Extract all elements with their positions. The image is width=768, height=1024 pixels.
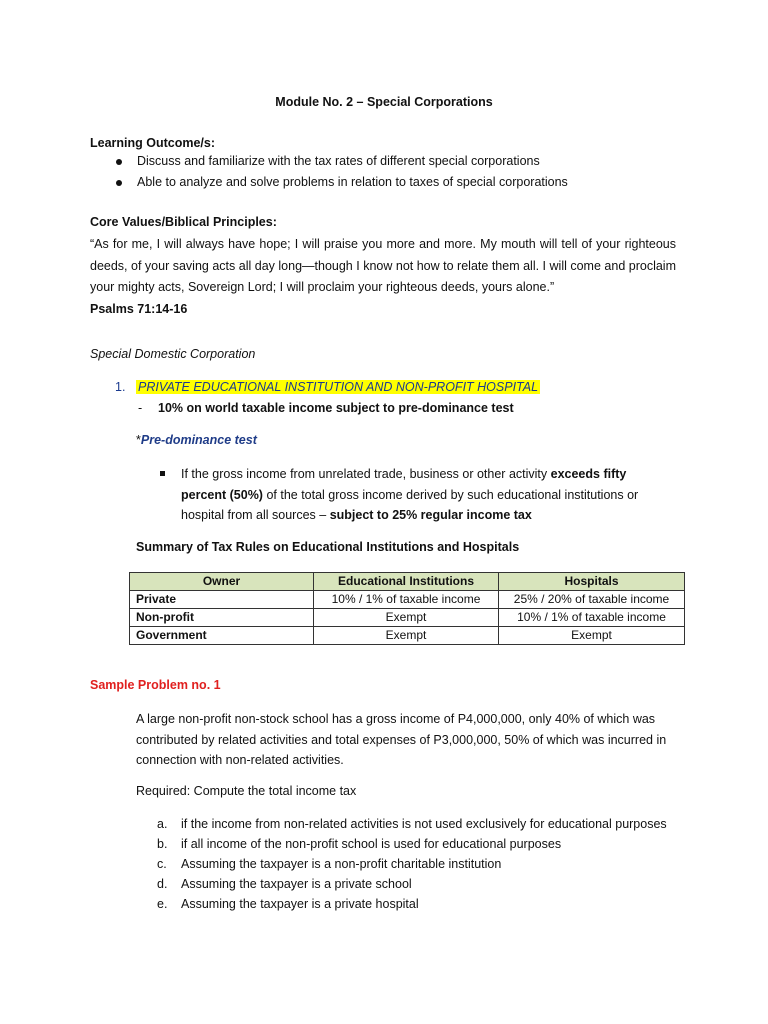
- table-row: [130, 627, 685, 645]
- list-item-label: b.: [157, 837, 168, 851]
- table-cell: 10% / 1% of taxable income: [499, 609, 685, 627]
- table-cell: Non-profit: [130, 609, 314, 627]
- table-cell: Private: [130, 591, 314, 609]
- summary-title: Summary of Tax Rules on Educational Institutions and Hospitals: [136, 540, 520, 554]
- required-line: Required: Compute the total income tax: [136, 784, 357, 798]
- bullet-icon: [116, 180, 122, 186]
- table-cell: 25% / 20% of taxable income: [499, 591, 685, 609]
- table-row: [130, 591, 685, 609]
- table-header: Owner: [130, 573, 314, 591]
- table-header-row: [130, 573, 685, 591]
- square-bullet-icon: [160, 471, 165, 476]
- list-item: Assuming the taxpayer is a private hospital: [181, 897, 419, 911]
- star-marker: *: [136, 433, 141, 447]
- table-cell: 10% / 1% of taxable income: [314, 591, 499, 609]
- page-title: Module No. 2 – Special Corporations: [275, 95, 493, 109]
- table-cell: Exempt: [314, 609, 499, 627]
- list-item: Assuming the taxpayer is a non-profit charitable institution: [181, 857, 502, 871]
- item-number: 1.: [115, 380, 126, 394]
- list-item: Assuming the taxpayer is a private school: [181, 877, 412, 891]
- list-item-label: e.: [157, 897, 168, 911]
- learning-outcome-item: Discuss and familiarize with the tax rates of different special corporations: [137, 154, 540, 168]
- table-cell: Exempt: [314, 627, 499, 645]
- predominance-rule: [181, 464, 661, 526]
- table-cell: Government: [130, 627, 314, 645]
- tax-rules-table: [129, 572, 685, 645]
- predominance-heading: [136, 433, 257, 447]
- list-item-label: a.: [157, 817, 168, 831]
- table-header: Hospitals: [499, 573, 685, 591]
- rule-bold-threshold: exceeds fifty percent (50%): [181, 467, 627, 502]
- quote-text: “As for me, I will always have hope; I will praise you more and more. My mouth will tell of your righteous deeds, of your saving acts all day long—though I know not how to relate them all. I will come and proclaim your mighty acts, Sovereign Lord; I will proclaim your righteous deeds, yours alone.”: [90, 237, 676, 294]
- highlighted-item-label: PRIVATE EDUCATIONAL INSTITUTION AND NON-PROFIT HOSPITAL: [138, 380, 539, 394]
- bible-quote: [90, 234, 676, 320]
- rule-text: If the gross income from unrelated trade, business or other activity: [181, 467, 551, 481]
- learning-outcomes-heading: Learning Outcome/s:: [90, 136, 216, 150]
- dash-marker: -: [138, 401, 143, 415]
- learning-outcome-item: Able to analyze and solve problems in relation to taxes of special corporations: [137, 175, 568, 189]
- list-item-label: c.: [157, 857, 167, 871]
- table-row: [130, 609, 685, 627]
- rule-text: of the total gross income derived by such educational institutions or hospital from all sources –: [181, 487, 639, 522]
- list-item: if all income of the non-profit school is used for educational purposes: [181, 837, 562, 851]
- section-title: Special Domestic Corporation: [90, 347, 256, 361]
- tax-rate-line: 10% on world taxable income subject to pre-dominance test: [158, 401, 514, 415]
- problem-statement: A large non-profit non-stock school has a gross income of P4,000,000, only 40% of which was contributed by related activities and total expenses of P3,000,000, 50% of which was incurred in connection with non-related activities.: [136, 712, 667, 767]
- list-item-label: d.: [157, 877, 168, 891]
- predominance-title: Pre-dominance test: [140, 433, 257, 447]
- table-cell: Exempt: [499, 627, 685, 645]
- bullet-icon: [116, 159, 122, 165]
- table-header: Educational Institutions: [314, 573, 499, 591]
- list-item: if the income from non-related activities is not used exclusively for educational purposes: [181, 817, 667, 831]
- quote-reference: Psalms 71:14-16: [90, 301, 188, 316]
- rule-bold-tax: subject to 25% regular income tax: [329, 508, 532, 522]
- core-values-heading: Core Values/Biblical Principles:: [90, 215, 277, 229]
- sample-problem-heading: Sample Problem no. 1: [90, 678, 221, 692]
